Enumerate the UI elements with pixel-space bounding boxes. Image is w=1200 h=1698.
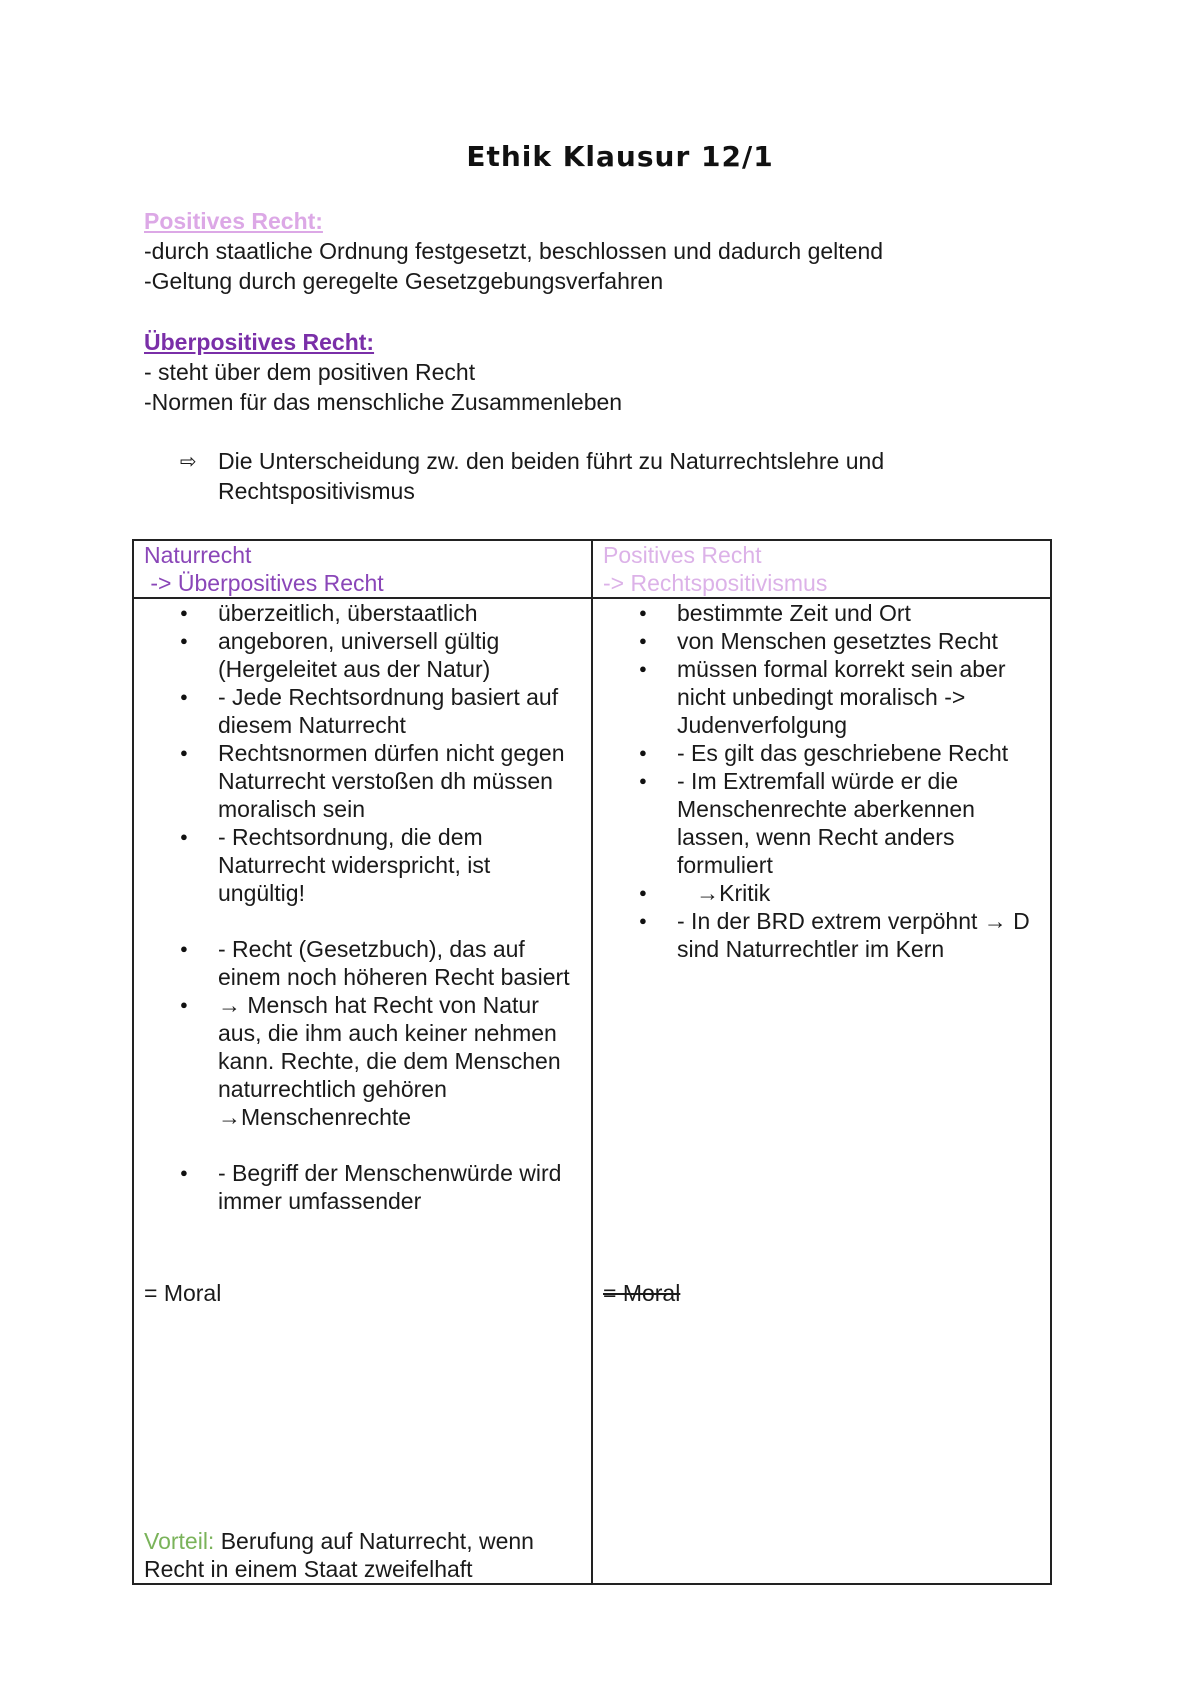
- list-item: ● - Es gilt das geschriebene Recht: [603, 739, 1040, 767]
- page-title: Ethik Klausur 12/1: [466, 140, 774, 173]
- list-item: ● - Jede Rechtsordnung basiert auf diesem Naturrecht: [144, 683, 581, 739]
- list-item: ● - Im Extremfall würde er die Menschenrechte aberkennen lassen, wenn Recht anders formuliert: [603, 767, 1040, 879]
- list-item: ● von Menschen gesetztes Recht: [603, 627, 1040, 655]
- positives-recht-column: [592, 598, 1051, 1584]
- vorteil-label: Vorteil:: [144, 1528, 215, 1554]
- positives-recht-bullet-list: [603, 599, 1040, 963]
- conclusion-text: Die Unterscheidung zw. den beiden führt zu Naturrechtslehre und Rechtspositivismus: [218, 448, 885, 504]
- vorteil-note: [144, 1527, 581, 1583]
- positives-line-1: -durch staatliche Ordnung festgesetzt, beschlossen und dadurch geltend: [144, 238, 884, 264]
- naturrecht-bullet-list-2: [144, 935, 581, 1131]
- ueberpositives-line-2: -Normen für das menschliche Zusammenleben: [144, 389, 623, 415]
- list-item: ● - Begriff der Menschenwürde wird immer umfassender: [144, 1159, 581, 1215]
- naturrecht-column: [133, 598, 592, 1584]
- conclusion-paragraph: [180, 446, 980, 506]
- list-item: ● Rechtsnormen dürfen nicht gegen Naturrecht verstoßen dh müssen moralisch sein: [144, 739, 581, 823]
- naturrecht-header: Naturrecht -> Überpositives Recht: [133, 540, 592, 598]
- naturrecht-bullet-list-3: [144, 1159, 581, 1215]
- list-item: ● überzeitlich, überstaatlich: [144, 599, 581, 627]
- vorteil-text: Berufung auf Naturrecht, wenn Recht in einem Staat zweifelhaft: [144, 1528, 534, 1582]
- naturrecht-bullet-list: [144, 599, 581, 907]
- ueberpositives-line-1: - steht über dem positiven Recht: [144, 359, 476, 385]
- list-item: ● angeboren, universell gültig (Hergeleitet aus der Natur): [144, 627, 581, 683]
- list-item: ● - Rechtsordnung, die dem Naturrecht widerspricht, ist ungültig!: [144, 823, 581, 907]
- list-item: ● → Mensch hat Recht von Natur aus, die ihm auch keiner nehmen kann. Rechte, die dem Menschen naturrechtlich gehören →Menschenrechte: [144, 991, 581, 1131]
- list-item: ● →Kritik: [603, 879, 1040, 907]
- ueberpositives-recht-heading: Überpositives Recht:: [144, 329, 375, 355]
- moral-label-right-struck: = Moral: [603, 1280, 681, 1306]
- list-item: ● - Recht (Gesetzbuch), das auf einem noch höheren Recht basiert: [144, 935, 581, 991]
- positives-recht-header: Positives Recht -> Rechtspositivismus: [592, 540, 1051, 598]
- positives-recht-heading: Positives Recht:: [144, 208, 323, 234]
- list-item: ● - In der BRD extrem verpöhnt → D sind Naturrechtler im Kern: [603, 907, 1040, 963]
- comparison-table: [132, 539, 1052, 1585]
- positives-line-2: -Geltung durch geregelte Gesetzgebungsverfahren: [144, 268, 664, 294]
- moral-label-left: = Moral: [144, 1280, 222, 1306]
- arrow-right-icon: ⇨: [180, 449, 197, 473]
- list-item: ● bestimmte Zeit und Ort: [603, 599, 1040, 627]
- list-item: ● müssen formal korrekt sein aber nicht unbedingt moralisch -> Judenverfolgung: [603, 655, 1040, 739]
